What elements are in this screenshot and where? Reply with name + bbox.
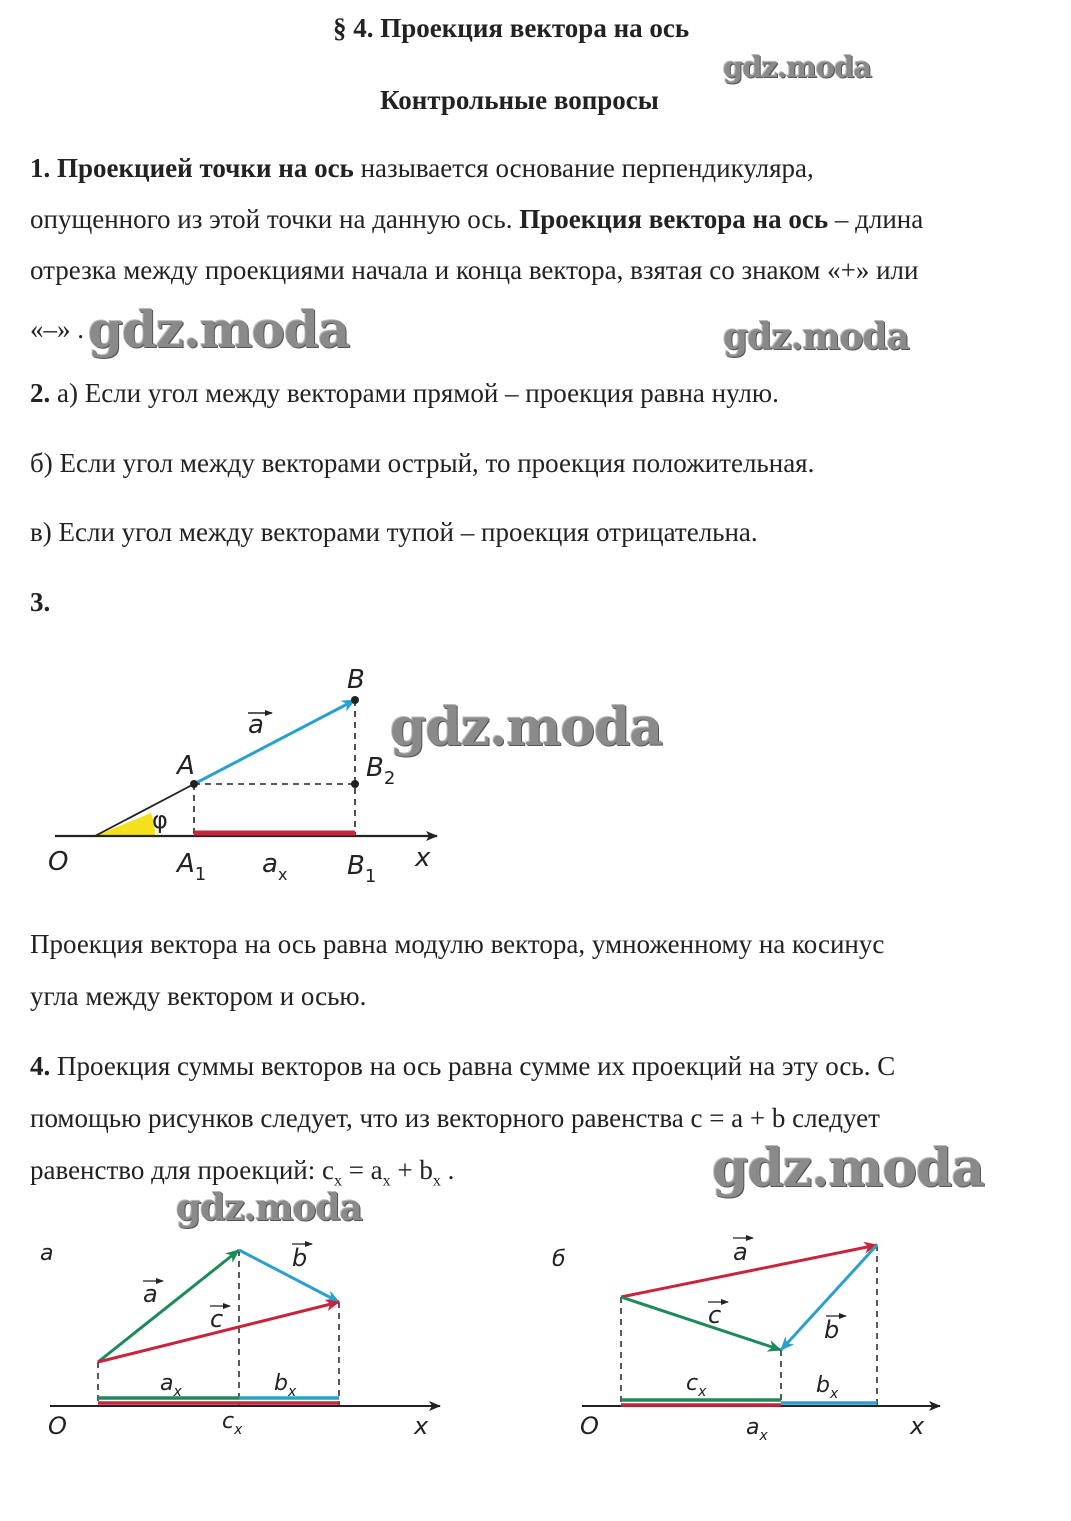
q1-line2: опущенного из этой точки на данную ось. Проекция вектора на ось – длина [30, 204, 924, 234]
fig-a-label-bx: $b_x$ [274, 1371, 297, 1400]
phi-angle-sector [95, 813, 155, 836]
point-b2 [351, 780, 359, 788]
q3-num: 3. [30, 587, 51, 617]
label-x: x [415, 843, 431, 873]
q1-line1: 1. Проекцией точки на ось называется основание перпендикуляра, [30, 153, 814, 183]
watermark: gdz.moda [88, 300, 350, 359]
q1-line4: «–» . [30, 314, 84, 344]
vector-c-green [621, 1297, 781, 1350]
fig-a-tag: а [40, 1241, 54, 1266]
label-vec-a: a [248, 710, 264, 740]
watermark: gdz.moda [176, 1187, 362, 1229]
page-subtitle: Контрольные вопросы [380, 85, 659, 115]
label-a1: $A_1$ [177, 849, 207, 885]
q1-term2: Проекция вектора на ось [519, 204, 829, 234]
fig-a-label-b: b [292, 1244, 308, 1272]
label-b2: $B_2$ [366, 753, 396, 789]
point-a [190, 780, 198, 788]
label-o: O [48, 847, 69, 877]
label-phi: φ [152, 806, 168, 834]
q3-line2: угла между вектором и осью. [30, 981, 367, 1011]
q2-line-c: в) Если угол между векторами тупой – проекция отрицательна. [30, 517, 758, 547]
q3-line1: Проекция вектора на ось равна модулю вектора, умноженному на косинус [30, 929, 885, 959]
q1-num: 1. [30, 153, 51, 183]
point-b [351, 696, 359, 704]
fig-b-label-bx: $b_x$ [816, 1373, 839, 1402]
vector-b-blue [239, 1250, 339, 1302]
fig-b-tag: б [552, 1247, 566, 1272]
q1-line3: отрезка между проекциями начала и конца вектора, взятая со знаком «+» или [30, 255, 919, 285]
fig-b-label-c: c [708, 1301, 722, 1329]
fig-a-label-cx: $c_x$ [222, 1409, 243, 1438]
watermark: gdz.moda [712, 1138, 985, 1199]
fig-a-label-c: c [210, 1305, 224, 1333]
fig-a-label-o: O [48, 1412, 67, 1440]
q4-line3: равенство для проекций: $c_x = a_x + b_x$ . [30, 1155, 455, 1190]
vector-a [194, 700, 355, 784]
label-a: A [177, 751, 195, 781]
q2-line-b: б) Если угол между векторами острый, то проекция положительная. [30, 448, 815, 478]
label-ax: $a_x$ [262, 849, 288, 884]
fig-b-label-b: b [824, 1316, 840, 1344]
fig-a-label-ax: $a_x$ [160, 1371, 182, 1400]
label-b: B [347, 665, 365, 695]
fig-b-label-x: x [910, 1412, 925, 1440]
q1-term1: Проекцией точки на ось [57, 153, 354, 183]
watermark: gdz.moda [723, 50, 872, 84]
fig-b-label-a: a [733, 1238, 748, 1266]
q2-num: 2. [30, 378, 51, 408]
q2-line-a: 2. а) Если угол между векторами прямой – проекция равна нулю. [30, 378, 779, 408]
q4-line1: 4. Проекция суммы векторов на ось равна сумме их проекций на эту ось. С [30, 1051, 896, 1081]
q4-line2: помощью рисунков следует, что из векторного равенства c = a + b следует [30, 1103, 880, 1133]
watermark: gdz.moda [390, 697, 663, 758]
page-title: § 4. Проекция вектора на ось [333, 13, 690, 43]
fig-b-label-cx: $c_x$ [686, 1371, 707, 1400]
fig-a-label-x: x [414, 1412, 429, 1440]
fig-b-label-o: O [580, 1412, 599, 1440]
fig-a-label-a: a [143, 1280, 158, 1308]
q4-num: 4. [30, 1051, 51, 1081]
fig-b-label-ax: $a_x$ [746, 1415, 768, 1444]
watermark: gdz.moda [723, 316, 909, 358]
label-b1: $B_1$ [347, 851, 377, 887]
